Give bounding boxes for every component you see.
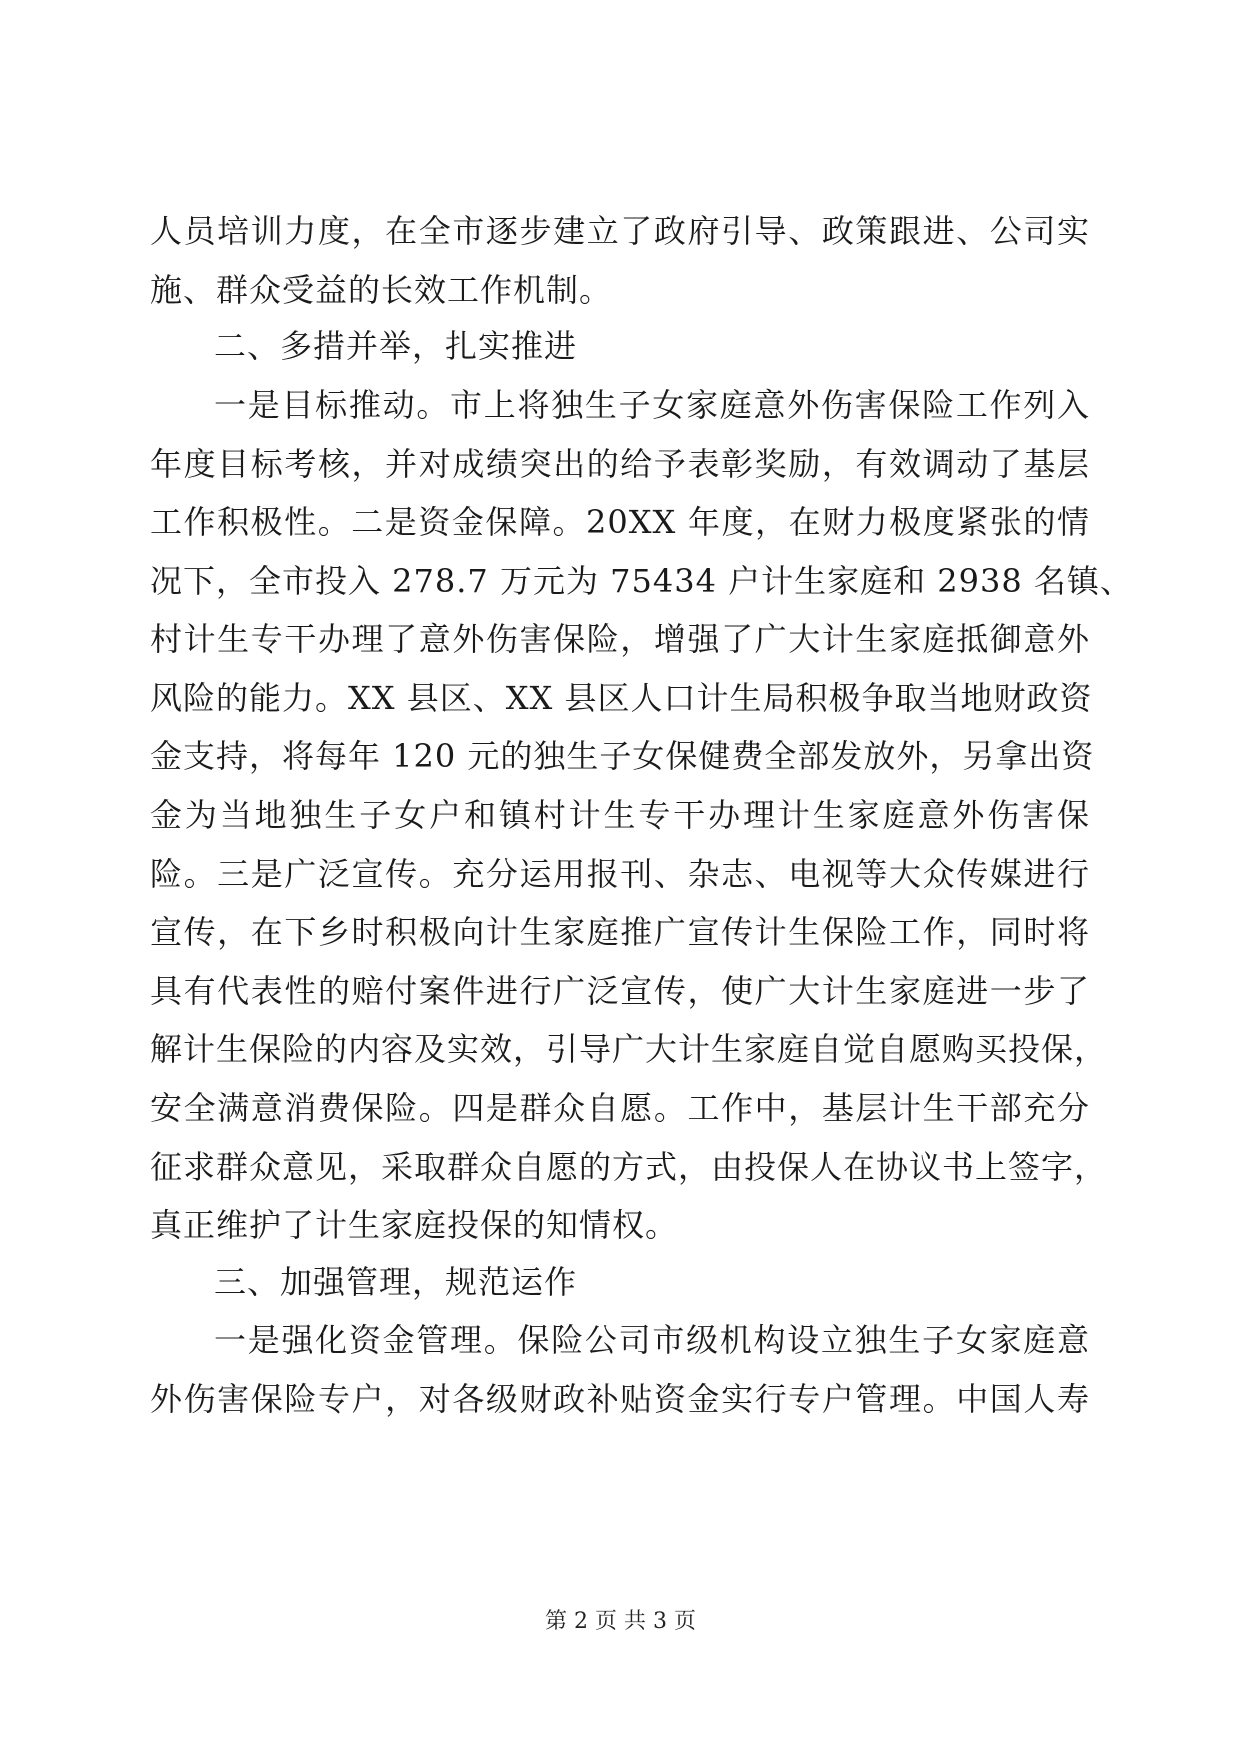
- body-line: 解计生保险的内容及实效，引导广大计生家庭自觉自愿购买投保，: [150, 1030, 1108, 1068]
- body-line: 外伤害保险专户，对各级财政补贴资金实行专户管理。中国人寿: [150, 1380, 1090, 1418]
- body-line: 金为当地独生子女户和镇村计生专干办理计生家庭意外伤害保: [150, 796, 1090, 834]
- body-line: 真正维护了计生家庭投保的知情权。: [150, 1206, 679, 1244]
- body-line: 年度目标考核，并对成绩突出的给予表彰奖励，有效调动了基层: [150, 445, 1090, 483]
- body-line: 宣传，在下乡时积极向计生家庭推广宣传计生保险工作，同时将: [150, 913, 1090, 951]
- body-line: 况下，全市投入 278.7 万元为 75434 户计生家庭和 2938 名镇、: [150, 562, 1133, 600]
- paragraph-first-line: 一是目标推动。市上将独生子女家庭意外伤害保险工作列入: [214, 386, 1090, 424]
- body-line: 施、群众受益的长效工作机制。: [150, 271, 613, 309]
- section-heading: 二、多措并举，扎实推进: [214, 327, 578, 365]
- body-line: 工作积极性。二是资金保障。20XX 年度，在财力极度紧张的情: [150, 503, 1090, 541]
- body-line: 征求群众意见，采取群众自愿的方式，由投保人在协议书上签字，: [150, 1148, 1108, 1186]
- body-line: 村计生专干办理了意外伤害保险，增强了广大计生家庭抵御意外: [150, 620, 1090, 658]
- page-footer: 第 2 页 共 3 页: [545, 1609, 696, 1634]
- body-line: 人员培训力度，在全市逐步建立了政府引导、政策跟进、公司实: [150, 212, 1090, 250]
- body-line: 险。三是广泛宣传。充分运用报刊、杂志、电视等大众传媒进行: [150, 855, 1090, 893]
- section-heading: 三、加强管理，规范运作: [214, 1263, 578, 1301]
- body-line: 金支持，将每年 120 元的独生子女保健费全部发放外，另拿出资: [150, 737, 1095, 775]
- body-line: 具有代表性的赔付案件进行广泛宣传，使广大计生家庭进一步了: [150, 972, 1090, 1010]
- paragraph-first-line: 一是强化资金管理。保险公司市级机构设立独生子女家庭意: [214, 1321, 1090, 1359]
- body-line: 风险的能力。XX 县区、XX 县区人口计生局积极争取当地财政资: [150, 679, 1093, 717]
- body-line: 安全满意消费保险。四是群众自愿。工作中，基层计生干部充分: [150, 1089, 1090, 1127]
